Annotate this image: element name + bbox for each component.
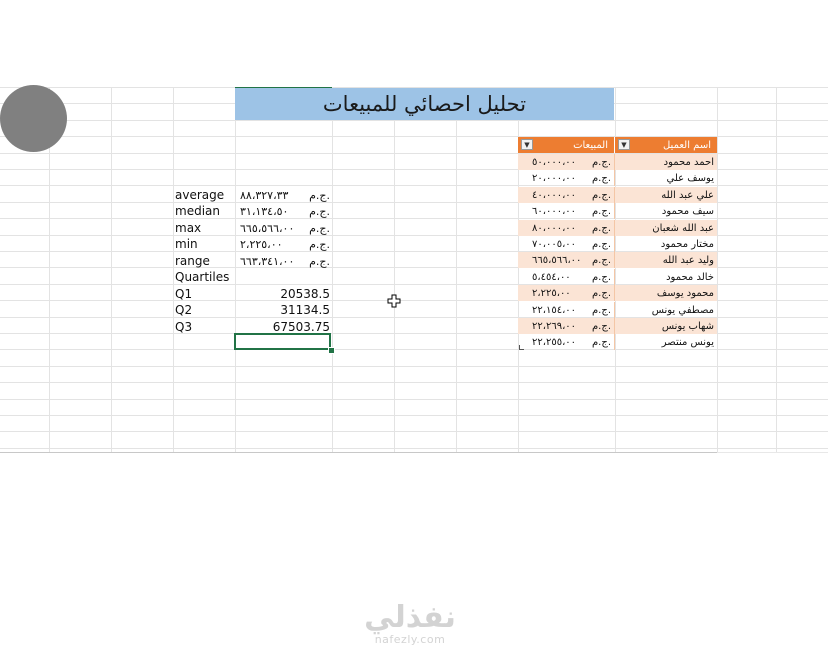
table-row[interactable] [518,285,717,301]
sales-cell[interactable] [518,334,614,350]
quartile-row-q1[interactable] [174,286,332,302]
sales-currency: ج.م. [591,336,611,348]
recording-indicator-circle [0,85,67,152]
stat-row-median[interactable] [174,203,332,219]
sales-currency: ج.م. [591,320,611,332]
customer-name: يونس منتصر [661,336,714,348]
customer-cell[interactable] [615,220,717,236]
customer-name: عبد الله شعبان [652,222,714,234]
sales-currency: ج.م. [591,304,611,316]
quartile-row-q2[interactable] [174,302,332,318]
sales-amount: ٦٦٥،٥٦٦،٠٠ [532,254,582,266]
sales-cell[interactable] [518,269,614,285]
customer-name: محمود يوسف [656,287,714,299]
table-row[interactable] [518,220,717,236]
stat-currency: ج.م. [309,188,330,202]
sales-amount: ٧٠،٠٠٥،٠٠ [532,238,577,250]
stat-value-cell[interactable] [240,220,330,236]
table-row[interactable] [518,269,717,285]
filter-dropdown-icon[interactable]: ▼ [618,139,630,150]
table-row[interactable] [518,252,717,268]
table-row[interactable] [518,318,717,334]
grid-row-line [0,366,828,367]
sales-currency: ج.م. [591,271,611,283]
sales-amount: ٢٢،١٥٤،٠٠ [532,304,577,316]
stat-row-range[interactable] [174,253,332,269]
sales-cell[interactable] [518,220,614,236]
stat-row-min[interactable] [174,236,332,252]
sales-cell[interactable] [518,285,614,301]
stat-label: min [175,237,198,251]
grid-row-line [0,415,828,416]
sales-cell[interactable] [518,252,614,268]
sales-amount: ٢٢،٢٥٥،٠٠ [532,336,577,348]
customer-cell[interactable] [615,269,717,285]
sales-amount: ٢٢،٢٦٩،٠٠ [532,320,577,332]
watermark-arabic: نفذلي [364,600,456,635]
sales-amount: ٥٠،٠٠٠،٠٠ [532,156,577,168]
customer-cell[interactable] [615,170,717,186]
watermark [355,602,465,646]
table-row[interactable] [518,334,717,350]
sales-amount: ٤٠،٠٠٠،٠٠ [532,189,577,201]
quartiles-heading-row[interactable] [174,269,332,285]
stat-value: ٦٦٣،٣٤١،٠٠ [240,254,295,268]
quartile-value: 31134.5 [280,303,330,317]
table-resize-handle-icon[interactable] [519,345,524,350]
sales-amount: ٨٠،٠٠٠،٠٠ [532,222,577,234]
sheet-title[interactable]: تحليل احصائي للمبيعات [235,88,614,120]
table-row[interactable] [518,187,717,203]
customer-cell[interactable] [615,154,717,170]
grid-row-line [0,448,828,449]
table-row[interactable] [518,236,717,252]
grid-row-line [0,120,828,121]
sheet-bottom-edge-right [717,452,828,453]
grid-row-line [0,399,828,400]
customer-cell[interactable] [615,252,717,268]
customer-cell[interactable] [615,236,717,252]
stat-value: ٣١،١٣٤،٥٠ [240,204,289,218]
customer-cell[interactable] [615,187,717,203]
table-row[interactable] [518,302,717,318]
quartiles-heading: Quartiles [175,270,230,284]
customer-name: يوسف علي [666,172,714,184]
stat-value-cell[interactable] [240,203,330,219]
stat-label: median [175,204,220,218]
customer-name: مصطفي يونس [651,304,714,316]
grid-row-line [0,431,828,432]
customer-cell[interactable] [615,203,717,219]
stat-value-cell[interactable] [240,187,330,203]
table-row[interactable] [518,170,717,186]
stat-row-max[interactable] [174,220,332,236]
sales-cell[interactable] [518,236,614,252]
stat-currency: ج.م. [309,254,330,268]
sales-amount: ٢،٢٢٥،٠٠ [532,287,571,299]
quartile-label: Q1 [175,287,193,301]
stat-label: range [175,254,210,268]
table-row[interactable] [518,154,717,170]
header-customer[interactable] [615,137,717,153]
sales-currency: ج.م. [591,287,611,299]
customer-cell[interactable] [615,285,717,301]
sales-currency: ج.م. [591,254,611,266]
header-customer-label: اسم العميل [662,139,711,151]
filter-dropdown-icon[interactable]: ▼ [521,139,533,150]
stat-currency: ج.م. [309,237,330,251]
table-row[interactable] [518,203,717,219]
stat-value-cell[interactable] [240,236,330,252]
customer-cell[interactable] [615,318,717,334]
active-cell-selection[interactable] [234,333,331,350]
sales-amount: ٢٠،٠٠٠،٠٠ [532,172,577,184]
customer-cell[interactable] [615,334,717,350]
header-sales-label: المبيعات [573,139,608,151]
stat-value: ٦٦٥،٥٦٦،٠٠ [240,221,295,235]
stat-currency: ج.م. [309,204,330,218]
customer-name: خالد محمود [666,271,714,283]
sales-currency: ج.م. [591,205,611,217]
watermark-latin: nafezly.com [374,633,446,646]
stat-value-cell[interactable] [240,253,330,269]
customer-name: سيف محمود [661,205,714,217]
header-sales[interactable] [518,137,614,153]
sales-currency: ج.م. [591,172,611,184]
sales-amount: ٥،٤٥٤،٠٠ [532,271,571,283]
sales-cell[interactable] [518,154,614,170]
sales-cell[interactable] [518,187,614,203]
quartile-label: Q3 [175,320,193,334]
stat-value: ٢،٢٢٥،٠٠ [240,237,283,251]
sales-currency: ج.م. [591,156,611,168]
sales-cell[interactable] [518,318,614,334]
quartile-label: Q2 [175,303,193,317]
customer-name: احمد محمود [663,156,714,168]
customer-name: وليد عبد الله [662,254,714,266]
stat-value: ٨٨،٣٢٧،٣٣ [240,188,289,202]
quartile-value: 67503.75 [272,320,330,334]
stat-label: max [175,221,202,235]
quartile-value: 20538.5 [280,287,330,301]
sales-cell[interactable] [518,302,614,318]
fill-handle[interactable] [328,347,335,354]
customer-name: مختار محمود [660,238,714,250]
sheet-bottom-edge [0,452,717,453]
sales-amount: ٦٠،٠٠٠،٠٠ [532,205,577,217]
customer-name: شهاب يونس [661,320,714,332]
stat-row-average[interactable] [174,187,332,203]
sales-cell[interactable] [518,203,614,219]
cell-select-cross-icon [387,294,401,308]
sales-cell[interactable] [518,170,614,186]
grid-row-line [0,382,828,383]
sales-currency: ج.م. [591,222,611,234]
customer-name: علي عبد الله [661,189,714,201]
stat-label: average [175,188,225,202]
sales-currency: ج.م. [591,189,611,201]
customer-cell[interactable] [615,302,717,318]
stat-currency: ج.م. [309,221,330,235]
sales-currency: ج.م. [591,238,611,250]
